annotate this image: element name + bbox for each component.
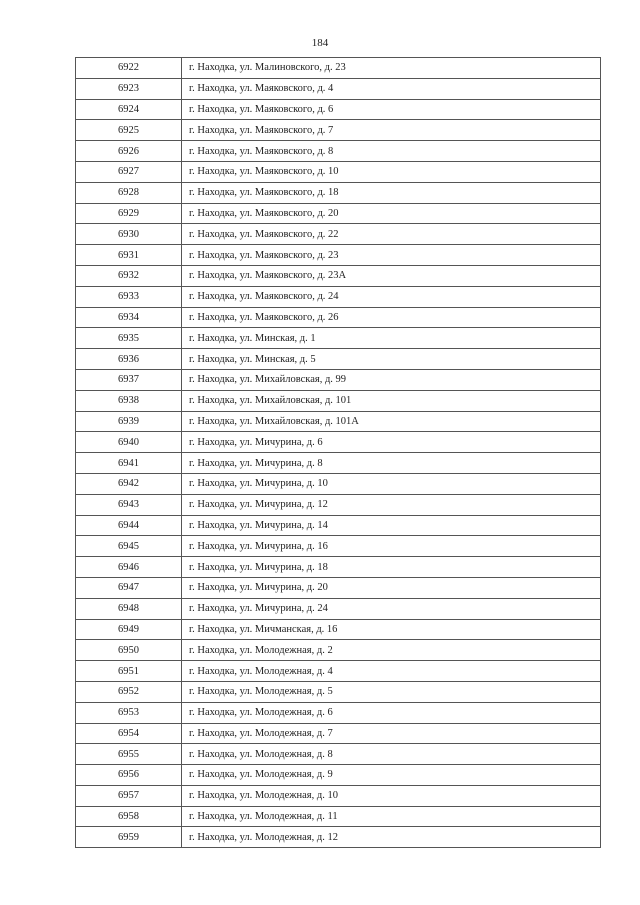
table-row [76,141,601,162]
table-row [76,702,601,723]
address-cell: г. Находка, ул. Минская, д. 5 [182,349,601,370]
row-number-cell: 6926 [76,141,182,162]
row-number-cell: 6923 [76,78,182,99]
address-cell: г. Находка, ул. Мичурина, д. 6 [182,432,601,453]
row-number-cell: 6949 [76,619,182,640]
address-table [75,57,601,848]
address-cell: г. Находка, ул. Молодежная, д. 9 [182,765,601,786]
table-row [76,744,601,765]
table-row [76,577,601,598]
table-row [76,58,601,79]
address-cell: г. Находка, ул. Маяковского, д. 7 [182,120,601,141]
address-cell: г. Находка, ул. Михайловская, д. 101А [182,411,601,432]
table-row [76,203,601,224]
address-cell: г. Находка, ул. Маяковского, д. 20 [182,203,601,224]
row-number-cell: 6956 [76,765,182,786]
address-cell: г. Находка, ул. Мичурина, д. 14 [182,515,601,536]
row-number-cell: 6934 [76,307,182,328]
table-row [76,619,601,640]
table-row [76,245,601,266]
table-row [76,765,601,786]
row-number-cell: 6931 [76,245,182,266]
table-row [76,307,601,328]
row-number-cell: 6942 [76,473,182,494]
row-number-cell: 6957 [76,785,182,806]
table-row [76,640,601,661]
address-cell: г. Находка, ул. Молодежная, д. 10 [182,785,601,806]
row-number-cell: 6946 [76,557,182,578]
table-body [76,58,601,848]
table-row [76,369,601,390]
address-cell: г. Находка, ул. Молодежная, д. 2 [182,640,601,661]
row-number-cell: 6939 [76,411,182,432]
row-number-cell: 6947 [76,577,182,598]
row-number-cell: 6945 [76,536,182,557]
row-number-cell: 6948 [76,598,182,619]
table-row [76,806,601,827]
row-number-cell: 6930 [76,224,182,245]
address-cell: г. Находка, ул. Мичурина, д. 24 [182,598,601,619]
row-number-cell: 6951 [76,661,182,682]
row-number-cell: 6922 [76,58,182,79]
address-cell: г. Находка, ул. Маяковского, д. 18 [182,182,601,203]
table-row [76,78,601,99]
address-cell: г. Находка, ул. Мичурина, д. 10 [182,473,601,494]
table-row [76,328,601,349]
address-cell: г. Находка, ул. Мичурина, д. 12 [182,494,601,515]
row-number-cell: 6952 [76,681,182,702]
address-cell: г. Находка, ул. Маяковского, д. 4 [182,78,601,99]
table-row [76,161,601,182]
table-row [76,349,601,370]
row-number-cell: 6954 [76,723,182,744]
address-cell: г. Находка, ул. Маяковского, д. 23А [182,265,601,286]
row-number-cell: 6950 [76,640,182,661]
row-number-cell: 6927 [76,161,182,182]
table-row [76,432,601,453]
row-number-cell: 6933 [76,286,182,307]
address-cell: г. Находка, ул. Мичурина, д. 16 [182,536,601,557]
row-number-cell: 6936 [76,349,182,370]
table-row [76,827,601,848]
address-cell: г. Находка, ул. Мичурина, д. 8 [182,453,601,474]
row-number-cell: 6929 [76,203,182,224]
row-number-cell: 6924 [76,99,182,120]
address-cell: г. Находка, ул. Маяковского, д. 26 [182,307,601,328]
table-row [76,557,601,578]
address-cell: г. Находка, ул. Молодежная, д. 12 [182,827,601,848]
table-row [76,453,601,474]
row-number-cell: 6938 [76,390,182,411]
row-number-cell: 6944 [76,515,182,536]
table-row [76,411,601,432]
row-number-cell: 6941 [76,453,182,474]
address-cell: г. Находка, ул. Маяковского, д. 6 [182,99,601,120]
row-number-cell: 6937 [76,369,182,390]
table-row [76,224,601,245]
address-cell: г. Находка, ул. Молодежная, д. 5 [182,681,601,702]
address-cell: г. Находка, ул. Мичманская, д. 16 [182,619,601,640]
table-row [76,515,601,536]
row-number-cell: 6940 [76,432,182,453]
row-number-cell: 6958 [76,806,182,827]
row-number-cell: 6959 [76,827,182,848]
address-cell: г. Находка, ул. Молодежная, д. 4 [182,661,601,682]
address-cell: г. Находка, ул. Михайловская, д. 99 [182,369,601,390]
address-cell: г. Находка, ул. Мичурина, д. 20 [182,577,601,598]
address-cell: г. Находка, ул. Маяковского, д. 22 [182,224,601,245]
row-number-cell: 6928 [76,182,182,203]
address-cell: г. Находка, ул. Михайловская, д. 101 [182,390,601,411]
table-row [76,723,601,744]
row-number-cell: 6932 [76,265,182,286]
table-row [76,473,601,494]
row-number-cell: 6955 [76,744,182,765]
address-cell: г. Находка, ул. Маяковского, д. 10 [182,161,601,182]
row-number-cell: 6925 [76,120,182,141]
table-row [76,99,601,120]
address-cell: г. Находка, ул. Маяковского, д. 23 [182,245,601,266]
row-number-cell: 6935 [76,328,182,349]
table-row [76,681,601,702]
row-number-cell: 6953 [76,702,182,723]
address-cell: г. Находка, ул. Мичурина, д. 18 [182,557,601,578]
page-number: 184 [311,37,329,49]
address-cell: г. Находка, ул. Малиновского, д. 23 [182,58,601,79]
address-cell: г. Находка, ул. Минская, д. 1 [182,328,601,349]
table-row [76,785,601,806]
table-row [76,265,601,286]
table-row [76,536,601,557]
table-row [76,661,601,682]
table-row [76,494,601,515]
table-row [76,286,601,307]
row-number-cell: 6943 [76,494,182,515]
table-row [76,598,601,619]
table-row [76,182,601,203]
address-cell: г. Находка, ул. Молодежная, д. 8 [182,744,601,765]
address-cell: г. Находка, ул. Маяковского, д. 8 [182,141,601,162]
table-row [76,120,601,141]
address-cell: г. Находка, ул. Маяковского, д. 24 [182,286,601,307]
address-cell: г. Находка, ул. Молодежная, д. 7 [182,723,601,744]
address-cell: г. Находка, ул. Молодежная, д. 11 [182,806,601,827]
address-cell: г. Находка, ул. Молодежная, д. 6 [182,702,601,723]
table-row [76,390,601,411]
